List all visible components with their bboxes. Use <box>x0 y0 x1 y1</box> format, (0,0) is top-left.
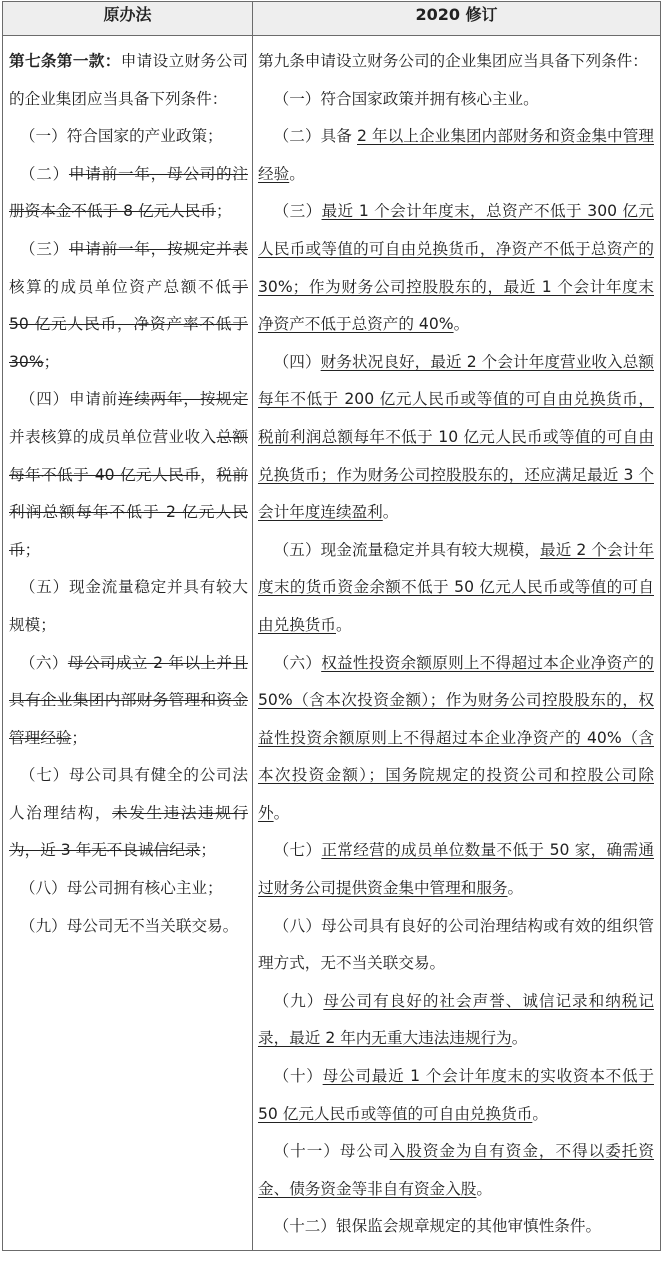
new-item-11-kept: （十一）母公司 <box>273 1142 390 1161</box>
old-item-2-num: （二） <box>19 164 69 183</box>
new-item-4-added: 财务状况良好，最近 2 个会计年度营业收入总额每年不低于 200 亿元人民币或等值的可自由兑换货币，税前利润总额每年不低于 10 亿元人民币或等值的可自由兑换货币；作为财务公司控股股东的，还应满足最近 3 个会计年度连续盈利 <box>258 352 654 522</box>
old-item-8-text: （八）母公司拥有核心主业； <box>19 879 223 898</box>
new-item-3 <box>258 193 654 343</box>
old-article-intro <box>9 43 248 118</box>
old-item-4-comma: ， <box>200 465 217 484</box>
old-item-4-deleted-1: 连续两年，按规定 <box>117 390 248 409</box>
header-row <box>3 2 661 36</box>
new-item-6-added: 权益性投资余额原则上不得超过本企业净资产的 50%（含本次投资金额）；作为财务公司控股股东的，权益性投资余额原则上不得超过本企业净资产的 40%（含本次投资金额）；国务院规定的投资公司和控股公司除外 <box>258 653 654 822</box>
new-item-5-added: 最近 2 个会计年度末的货币资金余额不低于 50 亿元人民币或等值的可自由兑换货币 <box>258 540 654 634</box>
old-item-4 <box>9 381 248 569</box>
new-item-3-num: （三） <box>273 202 322 221</box>
old-item-7-end: ； <box>200 841 216 860</box>
new-item-9-end: 。 <box>511 1029 528 1048</box>
header-old: 原办法 <box>3 2 253 36</box>
old-item-6-num: （六） <box>19 653 68 672</box>
old-item-8 <box>9 870 248 908</box>
old-item-7 <box>9 757 248 870</box>
new-item-8 <box>258 908 654 983</box>
old-item-3-deleted-1: 申请前一年，按规定并表 <box>68 239 248 258</box>
new-item-1-text: （一）符合国家政策并拥有核心主业。 <box>273 89 539 108</box>
old-item-3-kept: 核算的成员单位资产总额不低 <box>9 277 233 296</box>
new-item-10 <box>258 1058 654 1133</box>
new-item-9-added: 母公司有良好的社会声誉、诚信记录和纳税记录，最近 2 年内无重大违法违规行为 <box>258 991 654 1048</box>
new-item-9 <box>258 983 654 1058</box>
old-item-4-kept: 并表核算的成员单位营业收入 <box>9 427 217 446</box>
old-item-3-end: ； <box>43 352 60 371</box>
old-item-3-deleted-2: 于 50 亿元人民币，净资产率不低于 30% <box>9 277 248 371</box>
new-item-10-end: 。 <box>532 1104 548 1123</box>
new-item-1 <box>258 81 654 119</box>
article-label: 第七条第一款： <box>9 52 121 70</box>
new-item-4 <box>258 344 654 532</box>
new-item-2-end: 。 <box>289 164 305 183</box>
old-item-4-deleted-2: 总额每年不低于 40 亿元人民币 <box>9 427 248 484</box>
old-item-4-end: ； <box>24 540 41 559</box>
old-item-2-deleted: 申请前一年，母公司的注册资本金不低于 8 亿元人民币 <box>9 164 248 221</box>
new-item-2-added: 2 年以上企业集团内部财务和资金集中管理经验 <box>258 127 654 183</box>
old-item-5 <box>9 569 248 644</box>
new-item-6-end: 。 <box>273 803 290 822</box>
new-item-6 <box>258 645 654 833</box>
old-item-5-text: （五）现金流量稳定并具有较大规模； <box>9 578 248 634</box>
new-item-7-num: （七） <box>273 841 322 860</box>
new-item-3-added: 最近 1 个会计年度末，总资产不低于 300 亿元人民币或等值的可自由兑换货币，净资产不低于总资产的 30%；作为财务公司控股股东的，最近 1 个会计年度末净资产不低于总资产的 40% <box>258 202 654 334</box>
new-intro-text: 第九条申请设立财务公司的企业集团应当具备下列条件： <box>258 52 648 70</box>
old-item-4-num: （四）申请前 <box>19 390 118 409</box>
old-item-7-deleted: 未发生违法违规行为，近 3 年无不良诚信纪录 <box>9 803 248 860</box>
new-item-5 <box>258 532 654 645</box>
old-item-2-end: ； <box>215 202 232 221</box>
old-item-3-num: （三） <box>19 239 69 258</box>
new-item-6-num: （六） <box>273 653 322 672</box>
new-item-12 <box>258 1208 654 1246</box>
old-item-6-end: ； <box>71 728 87 747</box>
old-item-9 <box>9 908 248 946</box>
old-item-1 <box>9 118 248 156</box>
new-item-4-end: 。 <box>382 503 399 522</box>
new-column <box>253 36 661 1251</box>
new-item-8-text: （八）母公司具有良好的公司治理结构或有效的组织管理方式，无不当关联交易。 <box>258 916 654 973</box>
old-item-3 <box>9 231 248 381</box>
old-item-9-text: （九）母公司无不当关联交易。 <box>19 916 239 935</box>
old-item-1-text: （一）符合国家的产业政策； <box>19 127 223 146</box>
content-row <box>3 36 661 1251</box>
article-text: 申请设立财务公司的企业集团应当具备下列条件： <box>9 52 248 108</box>
new-item-10-added: 母公司最近 1 个会计年度末的实收资本不低于 50 亿元人民币或等值的可自由兑换货币 <box>258 1067 654 1123</box>
new-item-5-end: 。 <box>335 615 352 634</box>
old-item-6 <box>9 645 248 758</box>
new-item-7 <box>258 832 654 907</box>
new-item-9-num: （九） <box>273 991 324 1010</box>
new-item-11-added: 入股资金为自有资金，不得以委托资金、债务资金等非自有资金入股 <box>258 1142 654 1198</box>
new-item-10-num: （十） <box>273 1067 323 1086</box>
new-item-12-text: （十二）银保监会规章规定的其他审慎性条件。 <box>273 1217 602 1236</box>
new-item-7-end: 。 <box>507 879 524 898</box>
new-item-11-end: 。 <box>476 1179 492 1198</box>
old-item-6-deleted: 母公司成立 2 年以上并且具有企业集团内部财务管理和资金管理经验 <box>9 653 248 747</box>
old-item-2 <box>9 156 248 231</box>
new-item-3-end: 。 <box>453 315 470 334</box>
new-item-2-num: （二）具备 <box>273 127 357 146</box>
header-new: 2020 修订 <box>253 2 661 36</box>
new-article-intro <box>258 43 654 81</box>
old-item-7-kept: （七）母公司具有健全的公司法人治理结构， <box>9 766 248 822</box>
new-item-7-added: 正常经营的成员单位数量不低于 50 家，确需通过财务公司提供资金集中管理和服务 <box>258 841 654 898</box>
old-column <box>3 36 253 1251</box>
old-item-4-deleted-3: 税前利润总额每年不低于 2 亿元人民币 <box>9 465 248 559</box>
new-item-5-kept: （五）现金流量稳定并具有较大规模， <box>273 540 541 559</box>
comparison-table <box>2 1 661 1251</box>
new-item-11 <box>258 1133 654 1208</box>
new-item-4-num: （四） <box>273 352 321 371</box>
new-item-2 <box>258 118 654 193</box>
